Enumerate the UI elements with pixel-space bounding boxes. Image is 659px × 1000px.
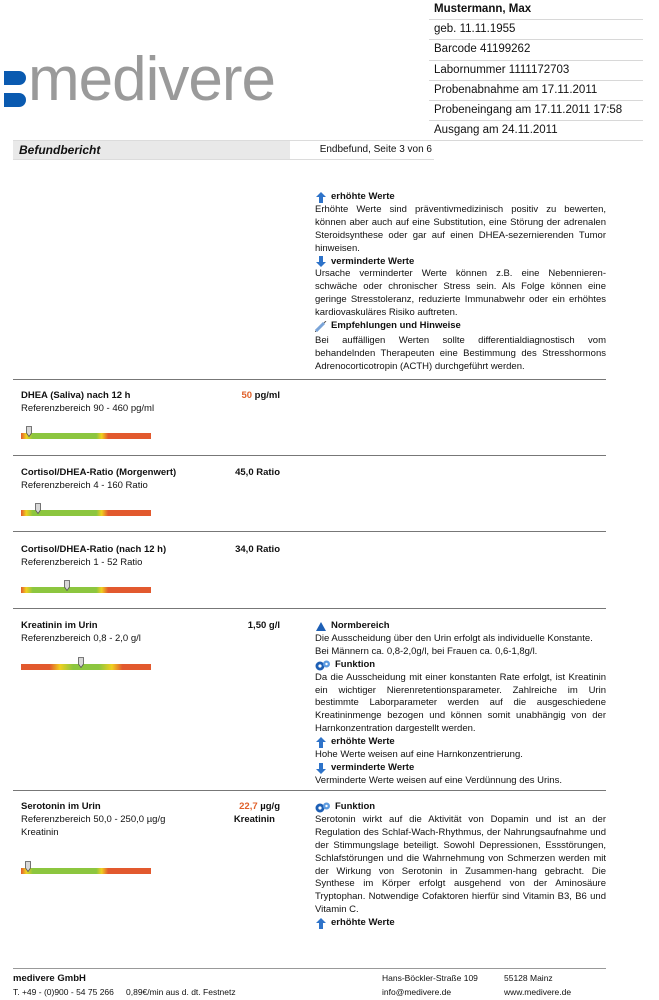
- test-value-unit2: Kreatinin: [233, 814, 275, 825]
- info-heading-function: Funktion: [335, 658, 376, 670]
- arrow-down-icon: [315, 763, 327, 774]
- patient-birthdate: geb. 11.11.1955: [429, 20, 643, 40]
- reference-range-gauge: [21, 664, 151, 670]
- test-value: [235, 467, 280, 478]
- test-value-number: 34,0: [235, 544, 254, 555]
- reference-range-gauge: [21, 587, 151, 593]
- footer-email[interactable]: info@medivere.de: [382, 987, 452, 997]
- arrow-up-icon: [315, 918, 327, 929]
- info-heading-normal: Normbereich: [331, 620, 390, 631]
- test-value-unit: Ratio: [253, 467, 280, 478]
- reference-range-gauge: [21, 433, 151, 439]
- logo-dots-icon: [4, 71, 28, 111]
- syringe-icon: [315, 321, 327, 332]
- test-name: Kreatinin im Urin: [21, 620, 98, 631]
- separator-line: [13, 455, 606, 456]
- info-heading-low: verminderte Werte: [331, 255, 415, 267]
- info-text-function: Da die Ausscheidung mit einer konstanten Rate erfolgt, ist Kreatinin ein wichtiger Nierenretentionsparameter. Zahlreiche im Urin bestimmte Laborparameter werden auf die ausgeschiedene Kreatininmenge bezogen und können somit unabhängig von der Harnkonzentration dargestellt werden.: [315, 671, 606, 735]
- test-reference-range: Referenzbereich 4 - 160 Ratio: [21, 480, 148, 491]
- arrow-down-icon: [315, 256, 327, 267]
- test-reference-range: Referenzbereich 50,0 - 250,0 µg/g: [21, 814, 166, 825]
- gauge-marker-icon: [26, 426, 32, 437]
- separator-line: [13, 379, 606, 380]
- footer-cost: 0,89€/min aus d. dt. Festnetz: [126, 987, 236, 997]
- info-text-low: Verminderte Werte weisen auf eine Verdünnung des Urins.: [315, 774, 562, 786]
- info-heading-low: verminderte Werte: [331, 761, 415, 773]
- patient-barcode: Barcode 41199262: [429, 40, 643, 60]
- test-reference-unit: Kreatinin: [21, 827, 59, 838]
- report-subtitle: Endbefund, Seite 3 von 6: [319, 144, 432, 155]
- dhea-info-block: [315, 191, 606, 374]
- test-value-number: 50: [241, 390, 253, 401]
- patient-info-box: [429, 0, 643, 141]
- test-value-unit: Ratio: [253, 544, 280, 555]
- info-heading-high: erhöhte Werte: [331, 191, 395, 202]
- kreatinin-info-block: [315, 620, 606, 788]
- gauge-marker-icon: [35, 503, 41, 514]
- test-name: Cortisol/DHEA-Ratio (nach 12 h): [21, 544, 167, 555]
- serotonin-info-block: [315, 801, 606, 930]
- info-heading-high: erhöhte Werte: [331, 917, 395, 929]
- test-value-number: 45,0: [235, 467, 254, 478]
- reference-range-gauge: [21, 510, 151, 516]
- info-heading-high: erhöhte Werte: [331, 736, 395, 748]
- info-heading-recommendations: Empfehlungen und Hinweise: [331, 320, 461, 332]
- patient-output-date: Ausgang am 24.11.2011: [429, 121, 643, 141]
- logo-text: medivere: [28, 45, 275, 114]
- test-name: DHEA (Saliva) nach 12 h: [21, 390, 131, 401]
- test-value-unit: µg/g: [257, 801, 280, 812]
- info-text-high: Erhöhte Werte sind präventivmedizinisch positiv zu bewerten, können aber auch auf eine Substitution, eine Störung der adrenalen Steroidsynthese oder gar auf einen DHEA-sezernierenden Tumor hinweisen.: [315, 203, 606, 254]
- gauge-marker-icon: [78, 657, 84, 668]
- function-gears-icon: [315, 802, 331, 813]
- info-text-function: Serotonin wirkt auf die Aktivität von Dopamin und ist an der Regulation des Schlaf-Wach-Rhythmus, der Nahrungsaufnahme und der Stimmungslage beteiligt. Sowohl Depressionen, Essstörungen, Schlafstörungen und die Wahrnehmung von Schmerzen werden mit der Wirkung von Serotonin in Zusammen-hang gebracht. Die Synthese im Körper erfolgt ausgehend von der Aminosäure Tryptophan. Notwendige Cofaktoren hierfür sind Vitamin B3, B6 und Vitamin C.: [315, 813, 606, 916]
- test-value-unit: g/l: [266, 620, 280, 631]
- test-value: [241, 390, 280, 401]
- triangle-icon: [315, 621, 327, 632]
- report-header-bar: [13, 140, 434, 160]
- info-text-low: Ursache verminderter Werte können z.B. eine Nebennieren-schwäche oder chronischer Stress sein. Als Folge können eine geringe Stresstoleranz, reduzierte Immunabwehr oder ein erhöhtes kardiovaskuläres Risiko auftreten.: [315, 268, 606, 319]
- gauge-marker-icon: [64, 580, 70, 591]
- report-title: Befundbericht: [13, 141, 290, 159]
- test-name: Cortisol/DHEA-Ratio (Morgenwert): [21, 467, 177, 478]
- footer-separator: [13, 968, 606, 969]
- arrow-up-icon: [315, 737, 327, 748]
- test-value: [248, 620, 280, 631]
- footer-company: medivere GmbH: [13, 973, 86, 984]
- gauge-marker-icon: [25, 861, 31, 872]
- patient-name: Mustermann, Max: [429, 0, 643, 20]
- patient-sampling-date: Probenabnahme am 17.11.2011: [429, 81, 643, 101]
- test-reference-range: Referenzbereich 90 - 460 pg/ml: [21, 403, 155, 414]
- function-gears-icon: [315, 660, 331, 671]
- info-text-recommendations: Bei auffälligen Werten sollte differentialdiagnostisch vom behandelnden Therapeuten eine Bestimmung des Stresshormons Adrenocorticotropin (ACTH) durchgeführt werden.: [315, 334, 606, 372]
- patient-labnumber: Labornummer 1111172703: [429, 61, 643, 81]
- footer-website[interactable]: www.medivere.de: [504, 987, 572, 997]
- footer-phone: T. +49 - (0)900 - 54 75 266: [13, 987, 114, 997]
- info-text-normal: Die Ausscheidung über den Urin erfolgt als individuelle Konstante. Bei Männern ca. 0,8-2,0g/l, bei Frauen ca. 0,6-1,8g/l.: [315, 632, 593, 657]
- test-reference-range: Referenzbereich 0,8 - 2,0 g/l: [21, 633, 141, 644]
- test-name: Serotonin im Urin: [21, 801, 101, 812]
- test-value: [235, 544, 280, 555]
- medivere-logo: [4, 45, 339, 115]
- reference-range-gauge: [21, 868, 151, 874]
- test-value-number: 1,50: [247, 620, 267, 631]
- info-heading-function: Funktion: [335, 801, 376, 812]
- footer-address: Hans-Böckler-Straße 109: [382, 973, 478, 983]
- separator-line: [13, 608, 606, 609]
- separator-line: [13, 790, 606, 791]
- separator-line: [13, 531, 606, 532]
- footer-city: 55128 Mainz: [504, 973, 553, 983]
- patient-received-date: Probeneingang am 17.11.2011 17:58: [429, 101, 643, 121]
- test-reference-range: Referenzbereich 1 - 52 Ratio: [21, 557, 143, 568]
- test-value-number: 22,7: [239, 801, 258, 812]
- arrow-up-icon: [315, 192, 327, 203]
- test-value: [239, 801, 280, 812]
- info-text-high: Hohe Werte weisen auf eine Harnkonzentrierung.: [315, 749, 523, 761]
- test-value-unit: pg/ml: [252, 390, 280, 401]
